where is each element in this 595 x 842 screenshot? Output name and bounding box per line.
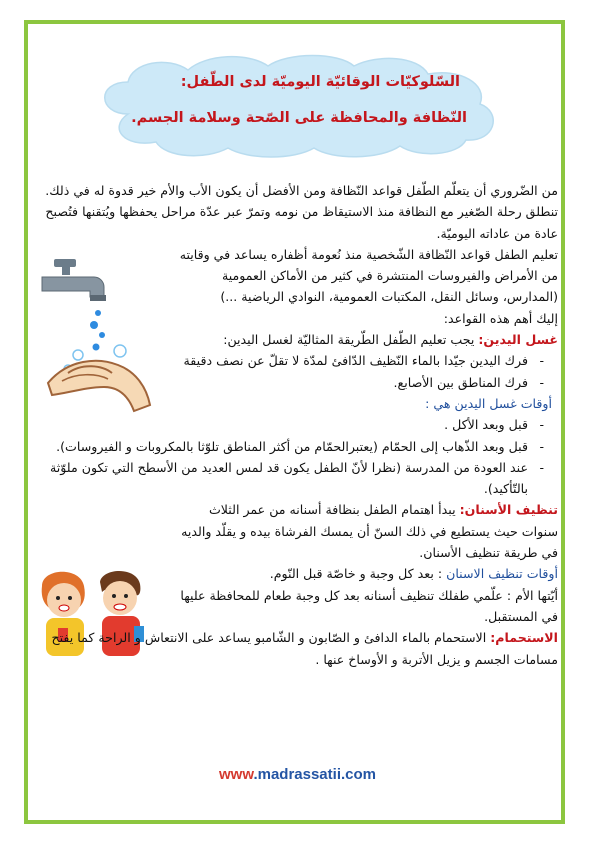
intro-rules-lead: إليك أهم هذه القواعد: <box>443 310 558 326</box>
teeth-times-text: : بعد كل وجبة و خاصّة قبل النّوم. <box>269 566 447 582</box>
list-item: - فرك المناطق بين الأصابع. <box>168 372 544 393</box>
handwashing-heading-line <box>38 329 558 350</box>
handwashing-steps <box>38 350 558 393</box>
intro-paragraph-2: تنطلق رحلة الصّغير مع النظافة منذ الاستيقاظ من نومه وتمرّ عبر عدّة مراحل يحفظها ويُتقنها فتُصبح عادة من عاداته اليوميّة. <box>45 204 558 241</box>
list-item: - قبل وبعد الأكل . <box>38 414 544 435</box>
intro-paragraph-3: تعليم الطفل قواعد النّظافة الشّخصية منذ نُعومة أظفاره يساعد في وقايته من الأمراض والفيروسات المنتشرة في كثير من الأماكن العمومية (المدارس، وسائل النقل، المكتبات العمومية، النوادي الرياضية ...) <box>179 246 558 305</box>
site-link[interactable] <box>0 766 595 783</box>
list-item: - فرك اليدين جيّدا بالماء النّظيف الدّافئ لمدّة لا تقلّ عن نصف دقيقة <box>168 350 544 371</box>
site-link-www: www <box>218 766 254 783</box>
teeth-times-line <box>38 563 558 584</box>
intro-paragraph-1: من الضّروري أن يتعلّم الطّفل قواعد النّظافة ومن الأفضل أن يكون الأب والأم خير قدوة له في ذلك. <box>45 183 558 198</box>
teeth-text: يبدأ اهتمام الطفل بنظافة أسنانه من عمر الثلاث سنوات حيث يستطيع في ذلك السنّ أن يمسك الفرشاة بيده و يقلّد والديه في طريقة تنظيف الأسنان. <box>181 502 558 561</box>
teeth-paragraph <box>38 499 558 563</box>
bath-text: الاستحمام بالماء الدافئ و الصّابون و الشّامبو يساعد على الانتعاش و الراحة كما يفتح مسامات الجسم و يزيل الأتربة و الأوساخ عنها . <box>51 630 558 667</box>
handwashing-label: غسل اليدين: <box>478 332 558 348</box>
list-item: - عند العودة من المدرسة (نظرا لأنّ الطفل يكون قد لمس العديد من الأسطح التي تكون ملوّثة بالتّأكيد). <box>38 457 544 500</box>
site-link-domain: .madrassatii.com <box>253 766 376 783</box>
handwashing-text: يجب تعليم الطّفل الطّريقة المثاليّة لغسل اليدين: <box>223 332 479 348</box>
title-cloud <box>88 52 508 158</box>
bath-paragraph <box>38 627 558 670</box>
article-body <box>38 180 558 670</box>
list-item: - قبل وبعد الذّهاب إلى الحمّام (يعتبرالحمّام من أكثر المناطق تلوّثا بالمكروبات و الفيروسات). <box>38 436 544 457</box>
title-line-2: النّظافة والمحافظة على الصّحة وسلامة الجسم. <box>131 110 467 126</box>
bath-label: الاستحمام: <box>490 630 558 646</box>
handwashing-times-label: أوقات غسل اليدين هي : <box>425 395 552 411</box>
title-line-1: السّلوكيّات الوقائيّة اليوميّة لدى الطّفل: <box>180 74 460 90</box>
teeth-advice: أيّتها الأم : علّمي طفلك تنظيف أسنانه بعد كل وجبة طعام للمحافظة عليها في المستقبل. <box>180 587 558 624</box>
teeth-times-label: أوقات تنظيف الاسنان <box>446 566 558 582</box>
teeth-label: تنظيف الأسنان: <box>459 502 558 518</box>
handwashing-times <box>38 414 558 499</box>
